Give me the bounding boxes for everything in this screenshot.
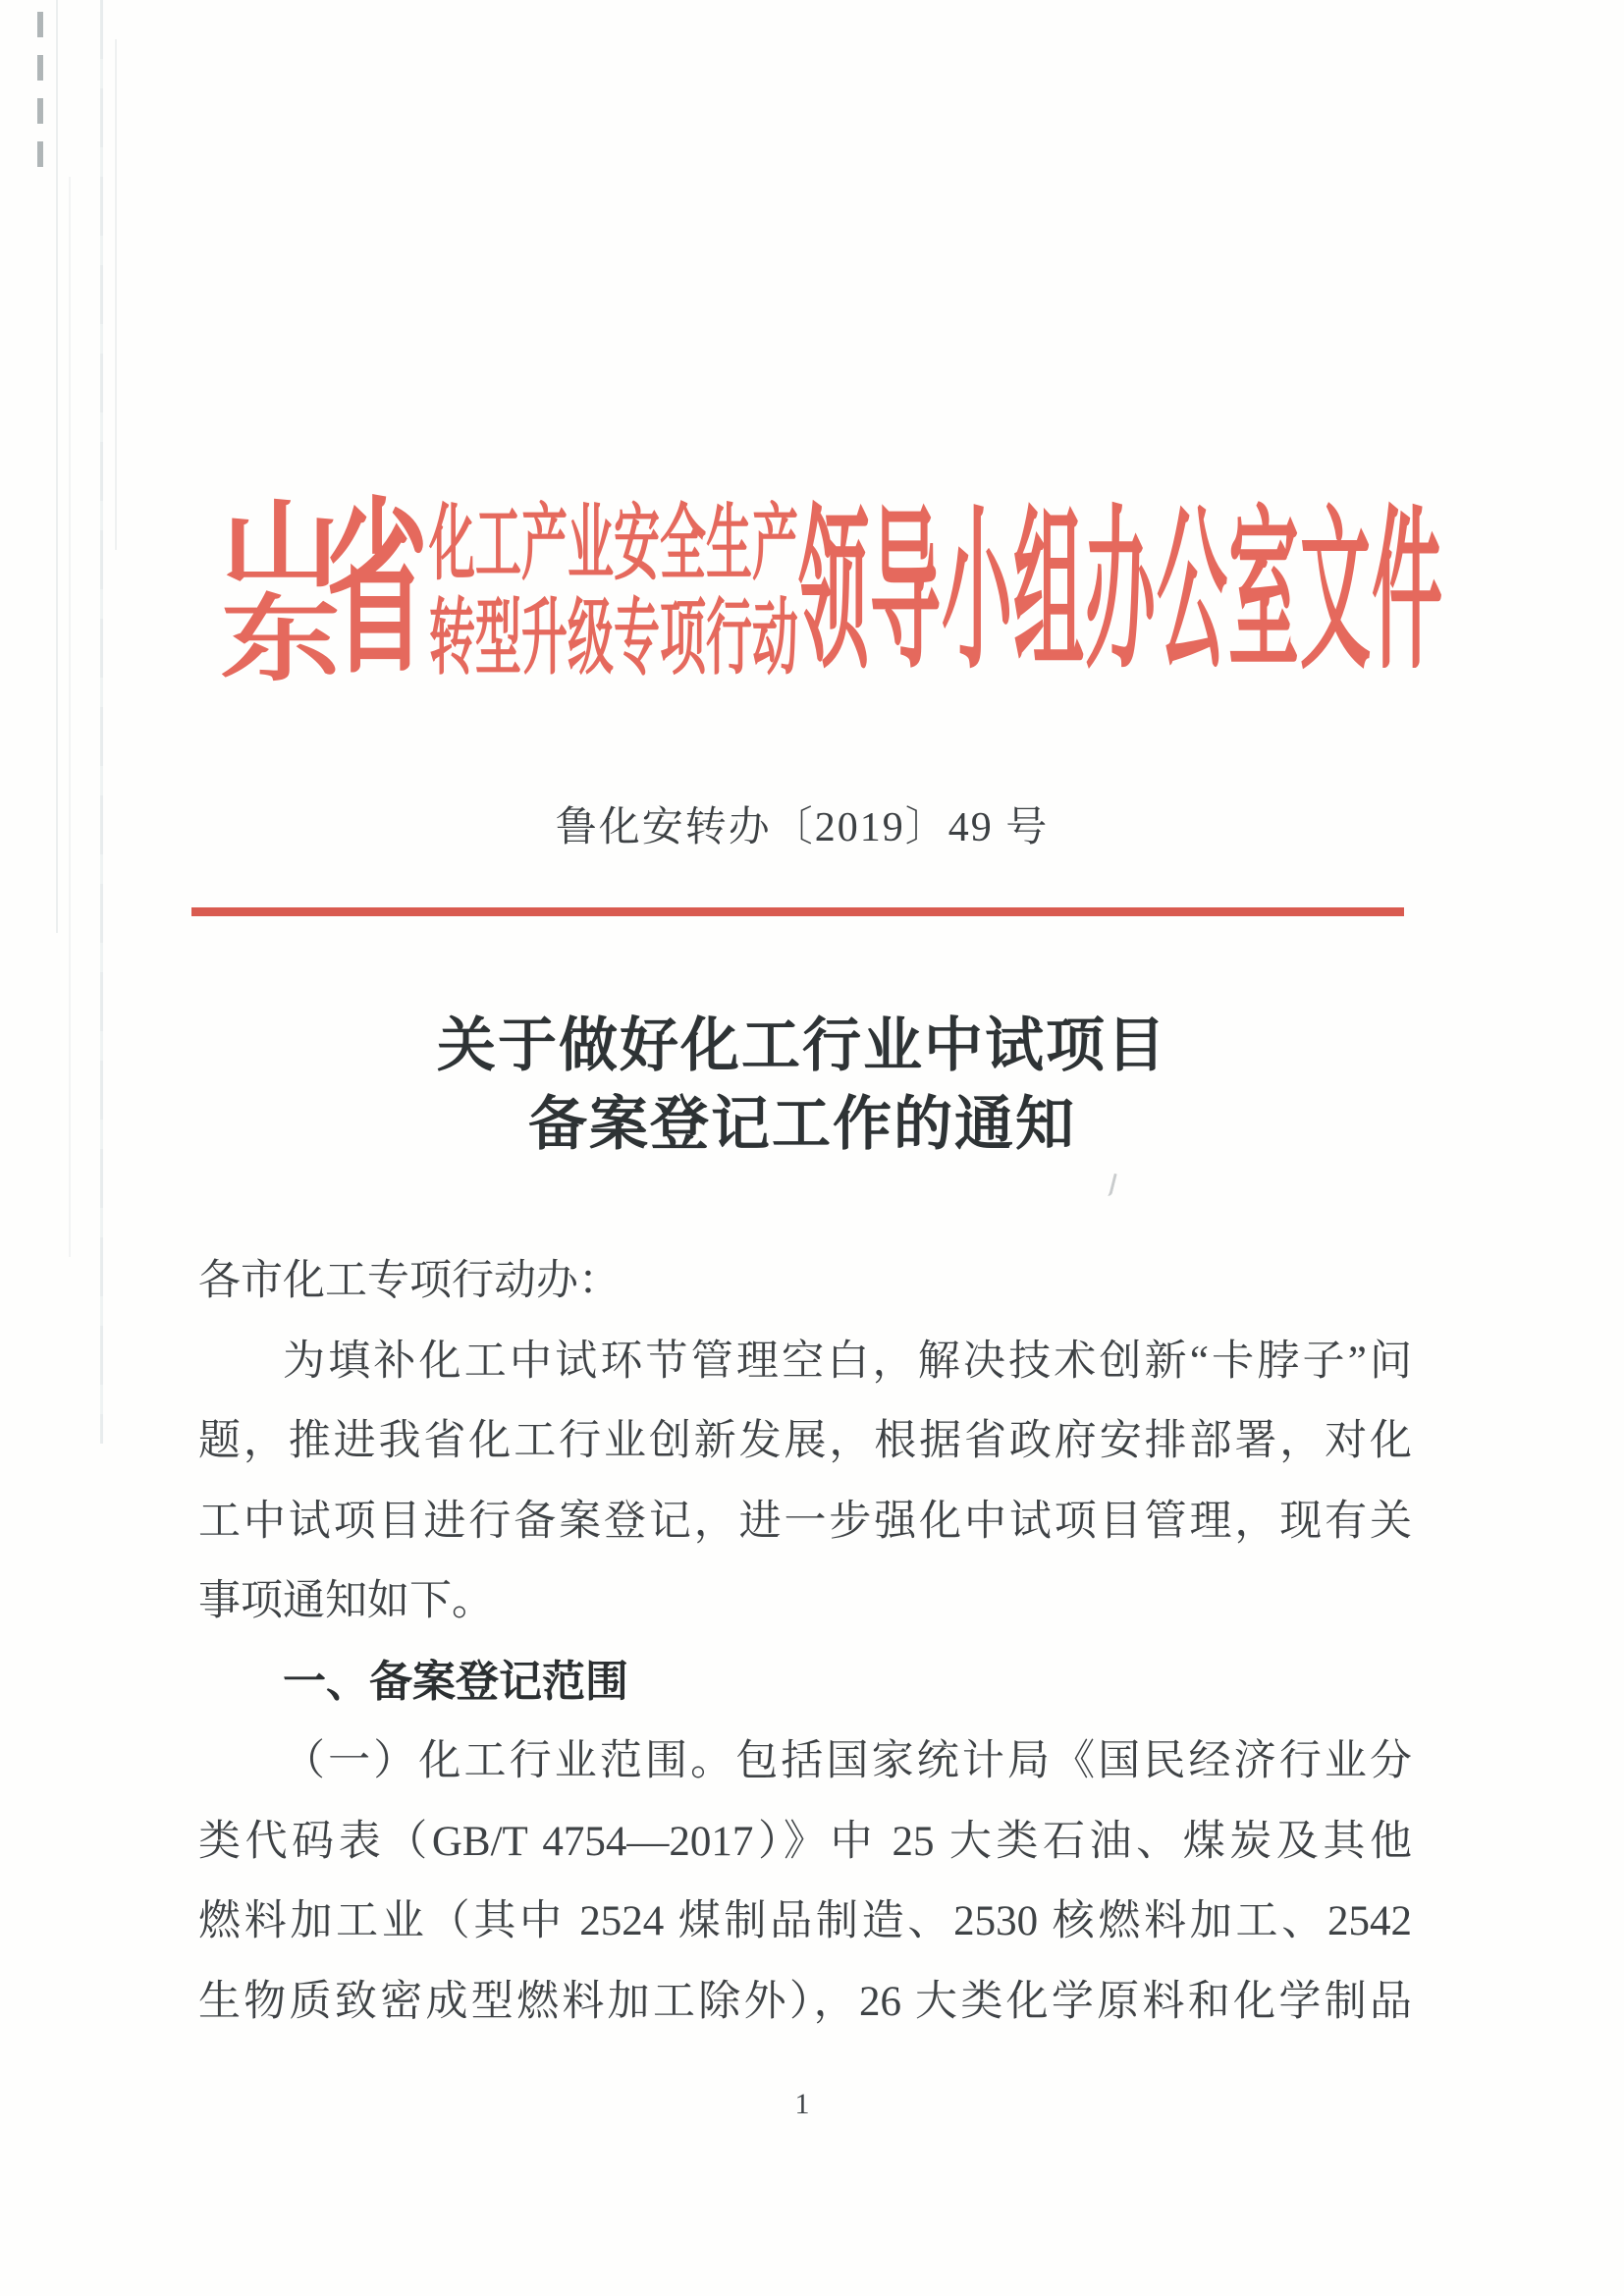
page-number: 1	[794, 2088, 810, 2120]
body-line: 工中试项目进行备案登记，进一步强化中试项目管理，现有关	[198, 1498, 1412, 1545]
red-divider-rule	[191, 907, 1404, 916]
province-char-top: 山	[220, 493, 342, 598]
letterhead-province-tall	[325, 489, 429, 697]
org-small-line2: 转型升级专项行动	[429, 593, 798, 685]
body-line: 题，推进我省化工行业创新发展，根据省政府安排部署，对化	[198, 1418, 1412, 1464]
document-title	[201, 1007, 1403, 1164]
body-line: （一）化工行业范围。包括国家统计局《国民经济行业分	[283, 1738, 1412, 1784]
body-line: 事项通知如下。	[198, 1578, 494, 1624]
province-char-bottom: 东	[220, 587, 342, 692]
scan-streak	[56, 0, 58, 933]
scan-streak-dark	[37, 12, 43, 179]
scan-streak	[69, 177, 71, 1257]
letterhead-org-small	[429, 499, 798, 687]
scan-streak	[100, 0, 103, 1444]
body-line: 各市化工专项行动办：	[198, 1258, 621, 1304]
org-small-line1: 化工产业安全生产	[429, 499, 798, 591]
province-char-tall: 省	[326, 489, 428, 697]
letterhead	[201, 489, 1444, 697]
scan-speck	[1103, 1172, 1117, 1196]
body-line: 燃料加工业（其中 2524 煤制品制造、2530 核燃料加工、2542	[198, 1898, 1412, 1944]
body-line: 为填补化工中试环节管理空白，解决技术创新“卡脖子”问	[283, 1338, 1412, 1385]
document-title-line1: 关于做好化工行业中试项目	[437, 1013, 1167, 1078]
document-number: 鲁化安转办〔2019〕49 号	[555, 805, 1050, 850]
letterhead-org-large: 领导小组办公室文件	[798, 495, 1444, 691]
body-line: 一、备案登记范围	[283, 1657, 628, 1706]
document-body	[198, 1241, 1412, 2042]
body-line: 生物质致密成型燃料加工除外），26 大类化学原料和化学制品	[198, 1978, 1412, 2025]
scan-streak	[115, 39, 117, 550]
document-title-line2: 备案登记工作的通知	[528, 1092, 1076, 1157]
body-line: 类代码表（GB/T 4754—2017）》中 25 大类石油、煤炭及其他	[198, 1818, 1412, 1865]
